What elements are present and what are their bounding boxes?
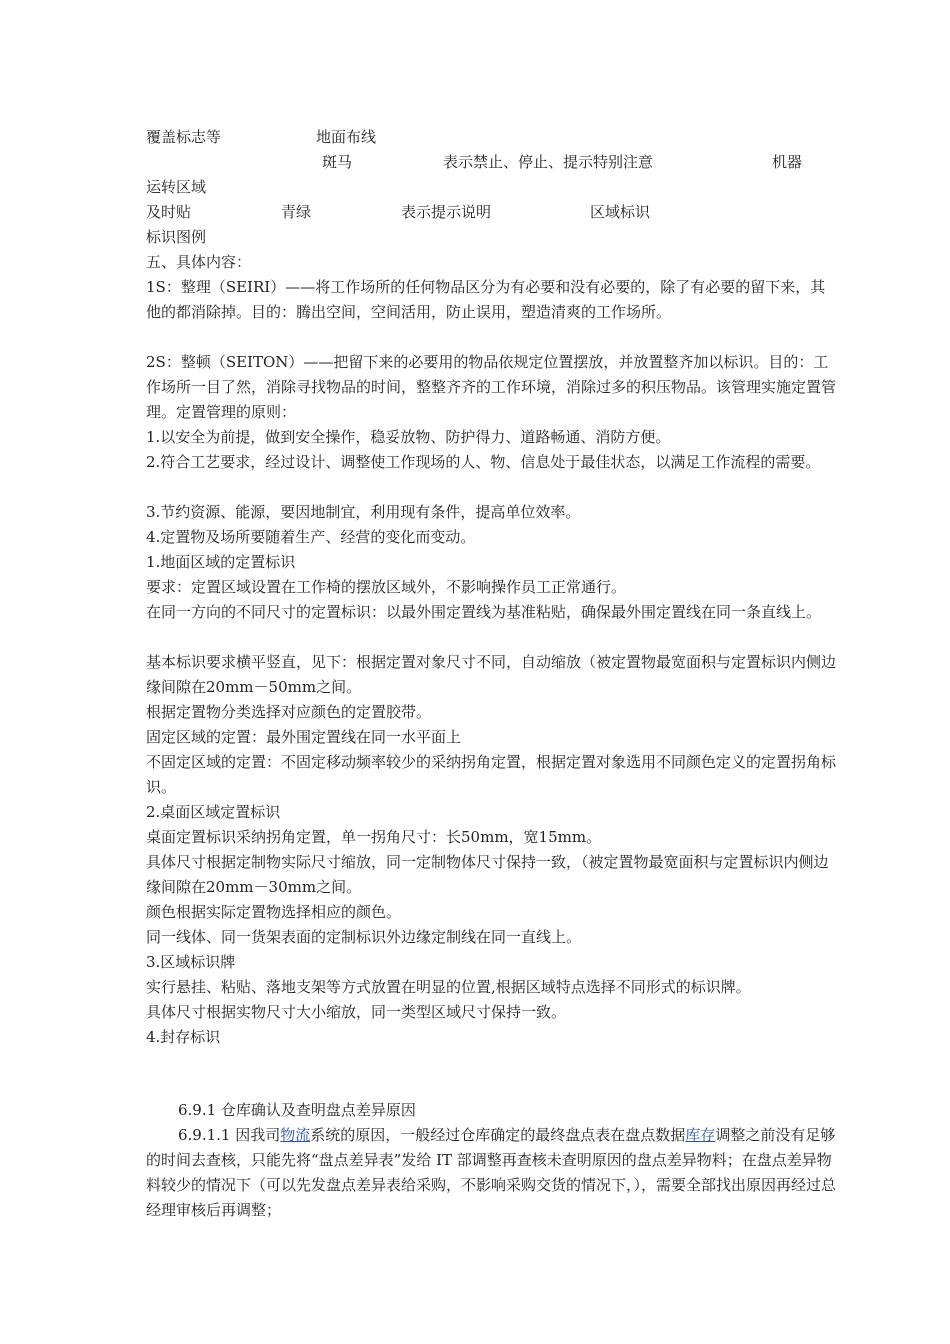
table-cell: 覆盖标志等 — [146, 128, 222, 146]
text-line: 固定区域的定置：最外围定置线在同一水平面上 — [146, 728, 462, 746]
principle-item: 1.以安全为前提，做到安全操作，稳妥放物、防护得力、道路畅通、消防方便。 — [146, 428, 671, 446]
subsection-title: 2.桌面区域定置标识 — [146, 803, 281, 821]
text-line: 要求：定置区域设置在工作椅的摆放区域外，不影响操作员工正常通行。 — [146, 578, 627, 596]
paragraph-text: 调整之前没有足够的时间去查核，只能先将“盘点差异表”发给 IT 部调整再查核未查明原因的盘点差异物料；在盘点差异物料较少的情况下（可以先发盘点差异表给采购，不影响采购交货的情况下，），需要全部找出原因再经过总经理审核后再调整； — [146, 1126, 837, 1219]
paragraph-1s: 1S：整理（SEIRI）——将工作场所的任何物品区分为有必要和没有必要的，除了有必要的留下来，其他的都消除掉。目的：腾出空间，空间活用，防止误用，塑造清爽的工作场所。 — [146, 278, 826, 321]
subsection-title: 4.封存标识 — [146, 1028, 221, 1046]
table-cell: 及时贴 — [146, 203, 192, 221]
inventory-link[interactable]: 库存 — [685, 1126, 716, 1144]
principle-item: 2.符合工艺要求，经过设计、调整使工作现场的人、物、信息处于最佳状态，以满足工作流程的需要。 — [146, 453, 821, 471]
text-line: 不固定区域的定置：不固定移动频率较少的采纳拐角定置，根据定置对象选用不同颜色定义的定置拐角标识。 — [146, 753, 837, 796]
table-cell: 地面布线 — [316, 128, 377, 146]
text-line: 同一线体、同一货架表面的定制标识外边缘定制线在同一直线上。 — [146, 928, 582, 946]
text-line: 桌面定置标识采纳拐角定置，单一拐角尺寸：长50mm，宽15mm。 — [146, 828, 602, 846]
text-line: 在同一方向的不同尺寸的定置标识：以最外围定置线为基准粘贴，确保最外围定置线在同一条直线上。 — [146, 603, 822, 621]
warehouse-heading: 6.9.1 仓库确认及查明盘点差异原因 — [178, 1101, 416, 1119]
table-cell: 运转区域 — [146, 178, 207, 196]
principle-item: 3.节约资源、能源，要因地制宜，利用现有条件，提高单位效率。 — [146, 503, 581, 521]
text-line: 具体尺寸根据实物尺寸大小缩放，同一类型区域尺寸保持一致。 — [146, 1003, 567, 1021]
section-heading: 五、具体内容： — [146, 253, 252, 271]
subsection-title: 1.地面区域的定置标识 — [146, 553, 296, 571]
table-cell: 表示禁止、停止、提示特别注意 — [443, 153, 654, 171]
warehouse-paragraph — [146, 1123, 836, 1223]
paragraph-text: 因我司 — [230, 1126, 281, 1144]
principle-item: 4.定置物及场所要随着生产、经营的变化而变动。 — [146, 528, 476, 546]
paragraph-text: 系统的原因，一般经过仓库确定的最终盘点表在盘点数据 — [310, 1126, 686, 1144]
table-cell: 区域标识 — [590, 203, 651, 221]
text-line: 具体尺寸根据定制物实际尺寸缩放，同一定制物体尺寸保持一致，（被定置物最宽面积与定置标识内侧边缘间隙在20mm－30mm之间。 — [146, 853, 829, 896]
table-cell: 青绿 — [281, 203, 312, 221]
text-line: 基本标识要求横平竖直，见下：根据定置对象尺寸不同，自动缩放（被定置物最宽面积与定置标识内侧边缘间隙在20mm－50mm之间。 — [146, 653, 837, 696]
table-cell: 标识图例 — [146, 228, 207, 246]
logistics-link[interactable]: 物流 — [280, 1126, 311, 1144]
text-line: 实行悬挂、粘贴、落地支架等方式放置在明显的位置,根据区域特点选择不同形式的标识牌。 — [146, 978, 751, 996]
subsection-title: 3.区域标识牌 — [146, 953, 236, 971]
text-line: 根据定置物分类选择对应颜色的定置胶带。 — [146, 703, 432, 721]
table-cell: 机器 — [772, 153, 803, 171]
text-line: 颜色根据实际定置物选择相应的颜色。 — [146, 903, 402, 921]
table-cell: 表示提示说明 — [401, 203, 492, 221]
table-cell: 斑马 — [322, 153, 353, 171]
clause-number: 6.9.1.1 — [178, 1126, 231, 1144]
paragraph-2s: 2S：整顿（SEITON）——把留下来的必要用的物品依规定位置摆放，并放置整齐加以标识。目的：工作场所一目了然，消除寻找物品的时间，整整齐齐的工作环境，消除过多的积压物品。该管理实施定置管理。定置管理的原则： — [146, 353, 837, 421]
